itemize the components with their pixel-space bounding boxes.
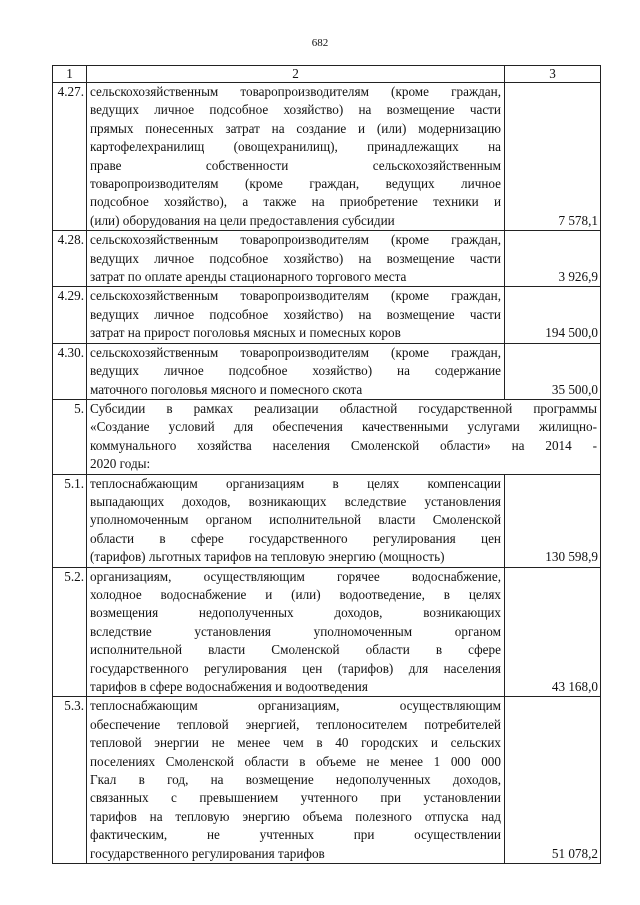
row-number: 5.2. bbox=[53, 567, 87, 697]
row-amount: 35 500,0 bbox=[505, 343, 601, 399]
description-line: коммунального хозяйства населения Смоленской области» на 2014 - bbox=[90, 437, 597, 453]
row-amount: 7 578,1 bbox=[505, 83, 601, 231]
description-line: сельскохозяйственным товаропроизводителям (кроме граждан, bbox=[90, 344, 501, 360]
description-line: фактическим, не учтенных при осуществлении bbox=[90, 827, 501, 843]
description-line: уполномоченным органом исполнительной власти Смоленской bbox=[90, 512, 501, 528]
description-line: теплоснабжающим организациям, осуществляющим bbox=[90, 698, 501, 714]
description-line: сельскохозяйственным товаропроизводителям (кроме граждан, bbox=[90, 232, 501, 248]
row-number: 4.29. bbox=[53, 287, 87, 343]
description-line: государственного регулирования цен (тарифов) для населения bbox=[90, 660, 501, 676]
description-line: 2020 годы: bbox=[90, 456, 151, 472]
column-header-amount: 3 bbox=[505, 66, 601, 83]
description-line: товаропроизводителям (кроме граждан, ведущих личное bbox=[90, 176, 501, 192]
row-amount: 3 926,9 bbox=[505, 231, 601, 287]
description-line: области в сфере государственного регулирования цен bbox=[90, 530, 501, 546]
table-row bbox=[53, 83, 601, 231]
description-line: праве собственности сельскохозяйственным bbox=[90, 157, 501, 173]
description-line: картофелехранилищ (овощехранилищ), принадлежащих на bbox=[90, 139, 501, 155]
row-description bbox=[87, 287, 505, 343]
row-amount: 43 168,0 bbox=[505, 567, 601, 697]
description-line: сельскохозяйственным товаропроизводителям (кроме граждан, bbox=[90, 84, 501, 99]
row-number: 5. bbox=[53, 399, 87, 474]
row-description bbox=[87, 399, 601, 474]
description-line: ведущих личное подсобное хозяйство) на возмещение части bbox=[90, 250, 501, 266]
row-amount: 130 598,9 bbox=[505, 474, 601, 567]
description-line: (или) оборудования на цели предоставления субсидии bbox=[90, 212, 395, 228]
description-line: сельскохозяйственным товаропроизводителям (кроме граждан, bbox=[90, 288, 501, 304]
table-row bbox=[53, 567, 601, 697]
description-line: тепловой энергии не менее чем в 40 городских и сельских bbox=[90, 735, 501, 751]
description-line: подсобное хозяйство), а также на приобретение техники и bbox=[90, 194, 501, 210]
description-line: теплоснабжающим организациям в целях компенсации bbox=[90, 475, 501, 491]
description-line: исполнительной власти Смоленской области в сфере bbox=[90, 642, 501, 658]
row-description bbox=[87, 231, 505, 287]
description-line: тарифов в сфере водоснабжения и водоотведения bbox=[90, 679, 368, 694]
row-description bbox=[87, 567, 505, 697]
description-line: тарифов на тепловую энергию объема полезного отпуска над bbox=[90, 808, 501, 824]
row-number: 4.27. bbox=[53, 83, 87, 231]
description-line: ведущих личное подсобное хозяйство) на содержание bbox=[90, 363, 501, 379]
row-amount: 194 500,0 bbox=[505, 287, 601, 343]
description-line: Субсидии в рамках реализации областной государственной программы bbox=[90, 400, 597, 416]
description-line: ведущих личное подсобное хозяйство) на возмещение части bbox=[90, 102, 501, 118]
description-line: возмещения недополученных доходов, возникающих bbox=[90, 605, 501, 621]
row-amount: 51 078,2 bbox=[505, 697, 601, 864]
row-number: 4.30. bbox=[53, 343, 87, 399]
description-line: организациям, осуществляющим горячее водоснабжение, bbox=[90, 568, 501, 584]
row-description bbox=[87, 83, 505, 231]
column-header-number: 1 bbox=[53, 66, 87, 83]
description-line: поселениях Смоленской области в объеме не менее 1 000 000 bbox=[90, 753, 501, 769]
description-line: Гкал в год, на возмещение недополученных доходов, bbox=[90, 772, 501, 788]
description-line: ведущих личное подсобное хозяйство) на возмещение части bbox=[90, 306, 501, 322]
row-description bbox=[87, 474, 505, 567]
table-header-row bbox=[53, 66, 601, 83]
description-line: «Создание условий для обеспечения качественными услугами жилищно- bbox=[90, 419, 597, 435]
description-line: обеспечение тепловой энергией, теплоносителем потребителей bbox=[90, 716, 501, 732]
table-row bbox=[53, 287, 601, 343]
table-row bbox=[53, 399, 601, 474]
description-line: (тарифов) льготных тарифов на тепловую энергию (мощность) bbox=[90, 549, 445, 565]
page-number: 682 bbox=[311, 37, 329, 49]
description-line: затрат на прирост поголовья мясных и помесных коров bbox=[90, 325, 401, 341]
table-row bbox=[53, 231, 601, 287]
column-header-description: 2 bbox=[87, 66, 505, 83]
description-line: прямых понесенных затрат на создание и (или) модернизацию bbox=[90, 120, 501, 136]
subsidy-table bbox=[52, 65, 601, 864]
row-description bbox=[87, 697, 505, 864]
table-row bbox=[53, 697, 601, 864]
description-line: связанных с превышением учтенного при установлении bbox=[90, 790, 501, 806]
row-description bbox=[87, 343, 505, 399]
row-number: 4.28. bbox=[53, 231, 87, 287]
table-row bbox=[53, 343, 601, 399]
row-number: 5.3. bbox=[53, 697, 87, 864]
description-line: затрат по оплате аренды стационарного торгового места bbox=[90, 269, 407, 285]
row-number: 5.1. bbox=[53, 474, 87, 567]
description-line: маточного поголовья мясного и помесного скота bbox=[90, 381, 363, 397]
description-line: государственного регулирования тарифов bbox=[90, 845, 325, 861]
description-line: выпадающих доходов, возникающих вследствие установления bbox=[90, 493, 501, 509]
description-line: вследствие установления уполномоченным органом bbox=[90, 623, 501, 639]
table-row bbox=[53, 474, 601, 567]
description-line: холодное водоснабжение и (или) водоотведение, в целях bbox=[90, 586, 501, 602]
